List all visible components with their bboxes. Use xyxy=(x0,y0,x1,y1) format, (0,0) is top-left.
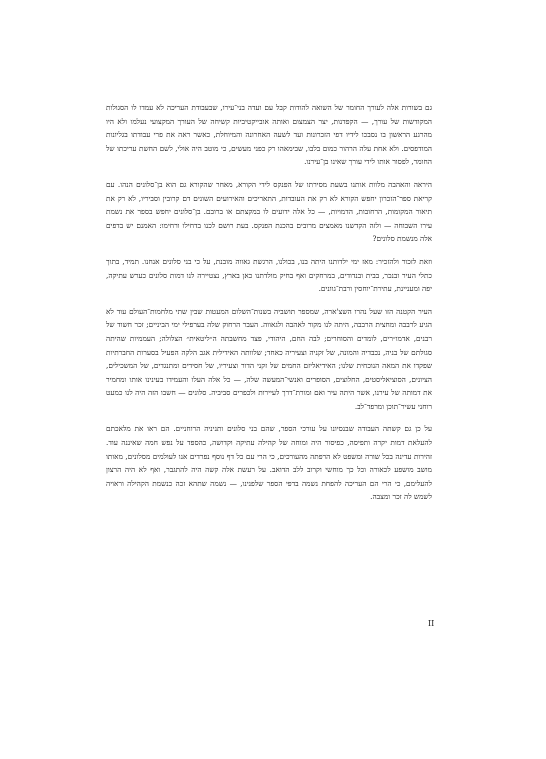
paragraph-2: היראה והאהבה מלוות אותנו בשעת מסירתו של הפנקס לידי הקורא, מאחר שהקורא גם הוא בן־סלונים הנהו. עם קריאת ספר־הזכרון יחפש הקורא לא רק את העובדות, התאריכים והאירועים השונים דם קרובין וסביריו, לא רק את תיאור המקומות, הרחובות, הדמויות, — כל אלה ידועים לו במקצתם או ברובם. בן־סלונים יחפש בספר את נשמת עירו השבוחה — ולזה הקדשנו מאמצים מרובים בהכנת הפנקס. בעת רושם לכנו בדחילו ורחימו: האמנם יש בדפים אלה מנשמת סלונים? xyxy=(106,179,432,244)
page-number: II xyxy=(428,619,435,628)
paragraph-4: העיר הקטנה הזו שעל נהרו השצ'ארה, שמספר תושביה בשנות־השלום המעטות שבין שתי מלחמות־העולם עוד לא הגיע לרבבה ומחצית הרבבה, היתה לנו מקור לאהבה ולגאווה. העבר הרחוק שלה בערפילי ימי הביניים; זכר חשוד של רבנים, אדמו״רים, לומדים והסוחרים; לבה החם, היהודי, פצד מחשבתה ה״ליטאית״ הצלולה; העממיות שהיתה סגולתם של בניה, נכבדיה והמונה, של זקניה וצעיריה כאחד; שלוותה האידילית אגב הלקה הפעיל בסערות החברתיות שפקדו את המאה הנוכחית שלנו; האידיאליזם החמים של זקני הדור וצעיריו, של חסידים ומתנגדים, של המשכילים, הציונים, הסוציאליסטים, החלוצים, הסופרים ואנשי־המעשה שלה, — כל אלה העלו והעמידו בעינינו אותו ומחמיר את דמותה של עירנו, אשר היתה עיר ואם ומורת־דרך לעיירות ולכפרים סביביה. סלונים — חשבו הזה היה לנו כמעט רוחני עשיר־תוכן ומרפד־לב. xyxy=(106,306,432,411)
paragraph-3: וזאת לזכור ולהזכיר: מאז ימי ילדותנו היתה בנו, בכולנו, הרגשת גאווה מובנת, על כי בני סלונים אנחנו. תמיד, בתוך כתלי העיר ובנכר, בבית ובנדודים, במרחקים ואף בחיק מולדתנו כאן בארץ, נצטיירה לנו דמות סלונים כערש עתיקה, יפה ומעניינת, עתירת־יוחסין ורבת־גוונים. xyxy=(106,256,432,294)
paragraph-5: על כן גם קשתה העבודה שבנסיונו על עורכי הספר, שהם בני סלונים ותניניה הרוחניים. הם ראו את מלאכתם להעלאת דמות יקרה ותפיסה, כפיסור היה ומוחה של קהילה עתיקה וקדושה, כהספד על נפש חמה שאיננה עוד. זהירות עדינה בכל שורה ומשפט לא הרפתה מהעורכים, כי הרי עם כל דף נוסף נפרדים אנו לעולמים מסלונים, מאותו מושב מושפע לכאורה וכל כך מוחשי וקרוב ללב הדואב. על רעשת אלה קשה היה להתגבר, ואף לא היה הרצון להעלימם, כי הרי הם העריכה להפחת נשמה בדפי הספר שלפנינו, — נשמה שתהא זכה כנשמת הקהילה וראויה לשמש לה זכר ומצבה. xyxy=(106,424,432,502)
paragraph-1: גם בשורות אלה לעורך החומר של השואה להודות קבל עם ועדה בני־עירו, שבעבודת העריכה לא עמדו לו הסגולות המקודשות של עורך, — הקפדנות, יצר הצמצום ואותה אובייקטיביות קשיחה של העורך המקצועי נעלמו ולא היו מהרגע הראשון בו נסבכו לידיו דפי הזכרונות ועד לשעה האחרונה והמיוחלת, כאשר ראה את פרי עבודתו בגליונות המודפסים. ולא אחת עלה הרהור כמום בלבו, שבימאהו רק כפני מעשים, כי מוטב היה אולי, לשם החשת עריכתו של החומר, לפסור אותו לידי עורך שאינו בן־עירנו. xyxy=(106,103,432,167)
body-text xyxy=(106,101,432,513)
